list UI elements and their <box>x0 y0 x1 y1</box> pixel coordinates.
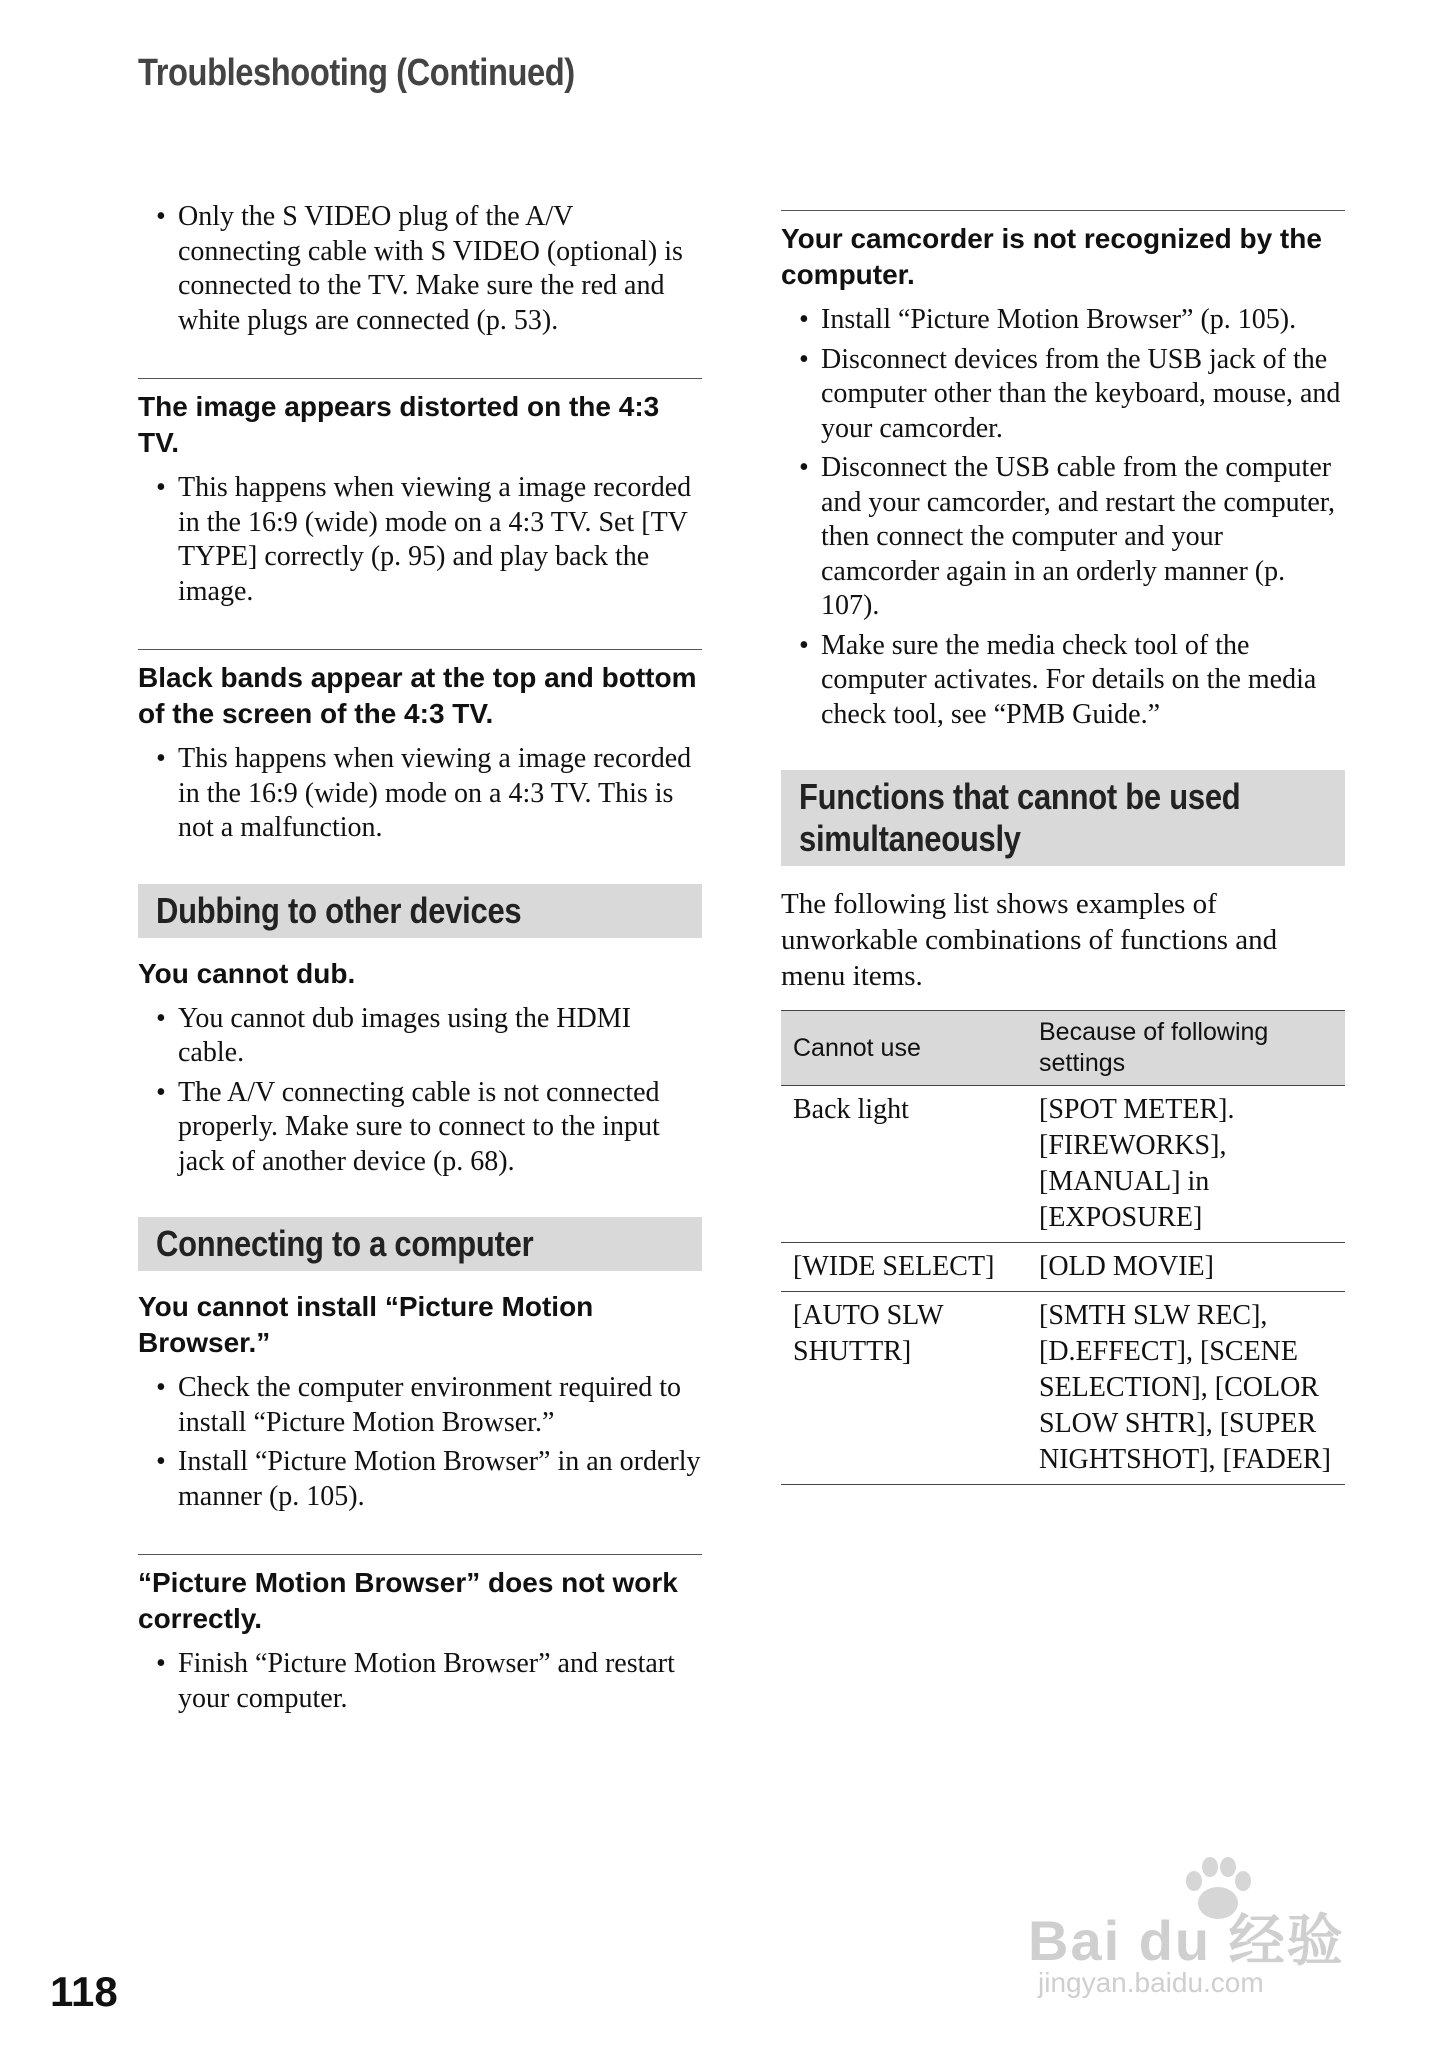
functions-intro: The following list shows examples of unworkable combinations of functions and menu items. <box>781 888 1278 992</box>
list-item: • The A/V connecting cable is not connected properly. Make sure to connect to the input jack of another device (p. 68). <box>178 1076 702 1180</box>
watermark-brand: Bai du 经验 <box>1028 1909 1345 1972</box>
list-item: • Install “Picture Motion Browser” in an orderly manner (p. 105). <box>178 1445 702 1514</box>
list-item: • You cannot dub images using the HDMI cable. <box>178 1002 702 1071</box>
functions-section-title <box>781 770 1345 866</box>
right-column <box>781 200 1345 1485</box>
page-number: 118 <box>50 1968 118 2015</box>
install-bullet-list <box>138 1371 702 1514</box>
cannot-use-column-header: Cannot use <box>781 1011 1027 1086</box>
cannot-use-cell: [WIDE SELECT] <box>781 1243 1027 1292</box>
functions-table <box>781 1010 1345 1485</box>
because-cell: [SMTH SLW REC], [D.EFFECT], [SCENE SELECTION], [COLOR SLOW SHTR], [SUPER NIGHTSHOT], [FADER] <box>1027 1292 1345 1485</box>
table-row <box>781 1292 1345 1485</box>
list-item: • Finish “Picture Motion Browser” and restart your computer. <box>178 1647 702 1716</box>
list-item: • Make sure the media check tool of the computer activates. For details on the media check tool, see “PMB Guide.” <box>821 629 1345 733</box>
cannot-dub-heading: You cannot dub. <box>138 957 356 989</box>
intro-bullet-list <box>138 200 702 338</box>
not-working-block <box>138 1554 702 1716</box>
black-bands-heading: Black bands appear at the top and bottom of the screen of the 4:3 TV. <box>138 662 697 729</box>
list-item: • Check the computer environment required to install “Picture Motion Browser.” <box>178 1371 702 1440</box>
list-item: • Only the S VIDEO plug of the A/V connecting cable with S VIDEO (optional) is connected to the TV. Make sure the red and white plugs are connected (p. 53). <box>178 200 702 338</box>
table-row <box>781 1243 1345 1292</box>
page-header: Troubleshooting (Continued) <box>138 52 575 94</box>
list-item: • Disconnect devices from the USB jack of the computer other than the keyboard, mouse, and your camcorder. <box>821 343 1345 447</box>
not-working-bullet-list <box>138 1647 702 1716</box>
because-cell: [SPOT METER]. [FIREWORKS], [MANUAL] in [EXPOSURE] <box>1027 1086 1345 1243</box>
distorted-image-block <box>138 378 702 609</box>
not-recognized-bullet-list <box>781 303 1345 732</box>
table-row <box>781 1086 1345 1243</box>
watermark <box>1028 1855 1388 2005</box>
table-header-row <box>781 1011 1345 1086</box>
cannot-use-cell: Back light <box>781 1086 1027 1243</box>
functions-section-title-text: Functions that cannot be used simultaneously <box>799 776 1241 859</box>
not-working-heading: “Picture Motion Browser” does not work correctly. <box>138 1567 678 1634</box>
list-item: • This happens when viewing a image recorded in the 16:9 (wide) mode on a 4:3 TV. This is not a malfunction. <box>178 742 702 846</box>
because-column-header: Because of following settings <box>1027 1011 1345 1086</box>
dubbing-section-title-text: Dubbing to other devices <box>156 889 522 931</box>
left-column <box>138 200 702 1721</box>
dubbing-bullet-list <box>138 1002 702 1180</box>
black-bands-block <box>138 649 702 846</box>
black-bands-bullet-list <box>138 742 702 846</box>
not-recognized-heading: Your camcorder is not recognized by the computer. <box>781 223 1322 290</box>
list-item: • Install “Picture Motion Browser” (p. 105). <box>821 303 1345 338</box>
list-item: • Disconnect the USB cable from the computer and your camcorder, and restart the computer, then connect the computer and your camcorder again in an orderly manner (p. 107). <box>821 451 1345 624</box>
computer-section-title <box>138 1217 702 1271</box>
watermark-url: jingyan.baidu.com <box>1038 1967 1264 1998</box>
list-item: • This happens when viewing a image recorded in the 16:9 (wide) mode on a 4:3 TV. Set [TV TYPE] correctly (p. 95) and play back the image. <box>178 471 702 609</box>
distorted-image-heading: The image appears distorted on the 4:3 TV. <box>138 391 660 458</box>
cannot-install-heading: You cannot install “Picture Motion Browser.” <box>138 1291 594 1358</box>
because-cell: [OLD MOVIE] <box>1027 1243 1345 1292</box>
computer-section-title-text: Connecting to a computer <box>156 1223 534 1264</box>
not-recognized-block <box>781 210 1345 732</box>
distorted-bullet-list <box>138 471 702 609</box>
cannot-use-cell: [AUTO SLW SHUTTR] <box>781 1292 1027 1485</box>
dubbing-section-title <box>138 884 702 938</box>
